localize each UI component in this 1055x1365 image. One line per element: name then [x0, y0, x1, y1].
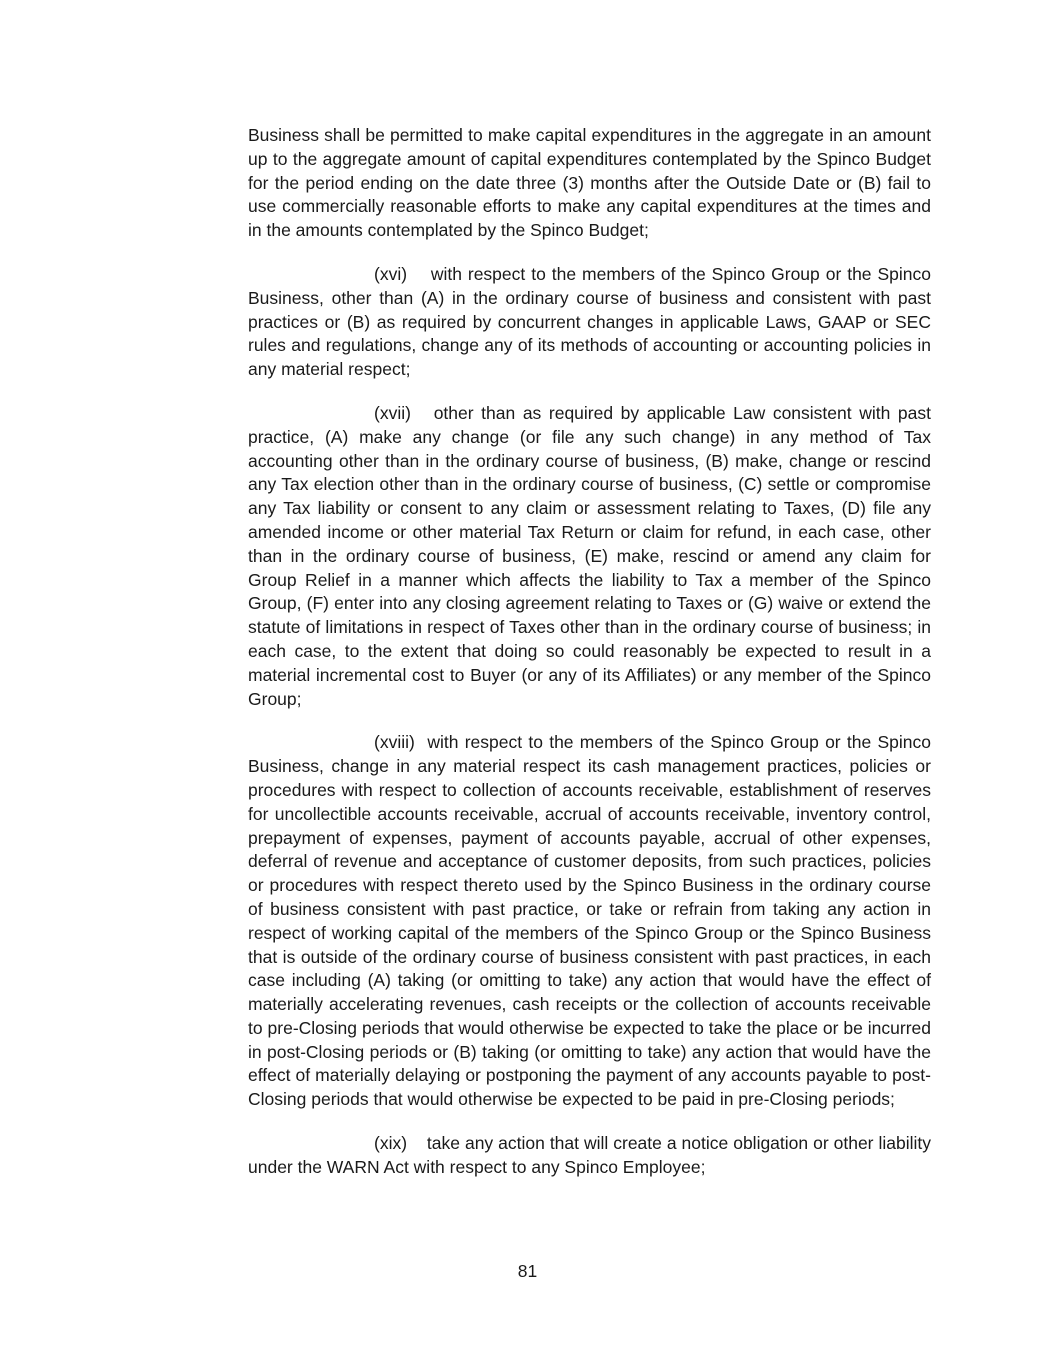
clause-number: (xviii) — [374, 732, 415, 753]
paragraph-text: Business shall be permitted to make capital expenditures in the aggregate in an amount up to the aggregate amount of capital expenditures contemplated by the Spinco Budget for the period ending on the date three (3) months after the Outside Date or (B) fail to use commercially reasonable efforts to make any capital expenditures at the times and in the amounts contemplated by the Spinco Budget; — [248, 125, 931, 241]
clause-text: take any action that will create a notice obligation or other liability under the WARN Act with respect to any Spinco Employee; — [248, 1133, 931, 1177]
clause-xix — [248, 1132, 931, 1180]
clause-number: (xvi) — [374, 263, 408, 284]
clause-number: (xvii) — [374, 402, 411, 423]
clause-xvi — [248, 263, 931, 382]
page-number: 81 — [517, 1261, 538, 1281]
clause-text: with respect to the members of the Spinco Group or the Spinco Business, other than (A) in the ordinary course of business and consistent with past practices or (B) as required by concurrent changes in applicable Laws, GAAP or SEC rules and regulations, change any of its methods of accounting or accounting policies in any material respect; — [248, 263, 931, 380]
clause-text: with respect to the members of the Spinco Group or the Spinco Business, change in any material respect its cash management practices, policies or procedures with respect to collection of accounts receivable, establishment of reserves for uncollectible accounts receivable, accrual of accounts receivable, inventory control, prepayment of expenses, payment of accounts payable, accrual of other expenses, deferral of revenue and acceptance of customer deposits, from such practices, policies or procedures with respect thereto used by the Spinco Business in the ordinary course of business consistent with past practice, or take or refrain from taking any action in respect of working capital of the members of the Spinco Group or the Spinco Business that is outside of the ordinary course of business consistent with past practices, in each case including (A) taking (or omitting to take) any action that would have the effect of materially accelerating revenues, cash receipts or the collection of accounts receivable to pre-Closing periods that would otherwise be expected to take the place or be incurred in post-Closing periods or (B) taking (or omitting to take) any action that would have the effect of materially delaying or postponing the payment of any accounts payable to post-Closing periods that would otherwise be expected to be paid in pre-Closing periods; — [248, 732, 931, 1110]
clause-xvii — [248, 402, 931, 711]
clause-number: (xix) — [374, 1133, 408, 1154]
clause-xviii — [248, 731, 931, 1112]
body-text — [248, 124, 931, 1200]
paragraph-continuation — [248, 124, 931, 243]
clause-text: other than as required by applicable Law consistent with past practice, (A) make any change (or file any such change) in any method of Tax accounting other than in the ordinary course of business, (B) make, change or rescind any Tax election other than in the ordinary course of business, (C) settle or compromise any Tax liability or consent to any claim or assessment relating to Taxes, (D) file any amended income or other material Tax Return or claim for refund, in each case, other than in the ordinary course of business, (E) make, rescind or amend any claim for Group Relief in a manner which affects the liability to Tax a member of the Spinco Group, (F) enter into any closing agreement relating to Taxes or (G) waive or extend the statute of limitations in respect of Taxes other than in the ordinary course of business; in each case, to the extent that doing so could reasonably be expected to result in a material incremental cost to Buyer (or any of its Affiliates) or any member of the Spinco Group; — [248, 402, 931, 709]
